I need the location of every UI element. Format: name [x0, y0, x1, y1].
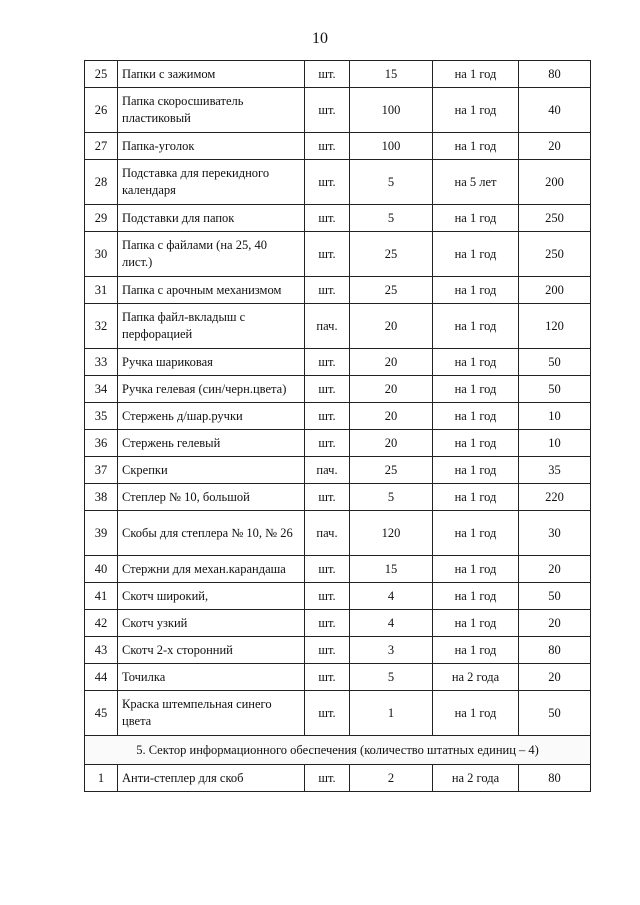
- row-number: 30: [85, 232, 118, 277]
- unit-cell: шт.: [305, 583, 350, 610]
- unit-cell: шт.: [305, 664, 350, 691]
- quantity-cell: 4: [350, 583, 433, 610]
- row-number: 32: [85, 304, 118, 349]
- price-cell: 20: [519, 610, 591, 637]
- table-row: [85, 133, 591, 160]
- period-cell: на 1 год: [433, 583, 519, 610]
- table-row: [85, 457, 591, 484]
- period-cell: на 1 год: [433, 61, 519, 88]
- table-row: [85, 610, 591, 637]
- quantity-cell: 20: [350, 376, 433, 403]
- price-cell: 50: [519, 691, 591, 736]
- quantity-cell: 1: [350, 691, 433, 736]
- quantity-cell: 20: [350, 430, 433, 457]
- table-row: [85, 691, 591, 736]
- price-cell: 50: [519, 376, 591, 403]
- period-cell: на 1 год: [433, 349, 519, 376]
- row-number: 34: [85, 376, 118, 403]
- item-name: Стержни для механ.карандаша: [118, 556, 305, 583]
- period-cell: на 2 года: [433, 664, 519, 691]
- price-cell: 80: [519, 765, 591, 792]
- price-cell: 80: [519, 637, 591, 664]
- row-number: 43: [85, 637, 118, 664]
- unit-cell: шт.: [305, 133, 350, 160]
- period-cell: на 1 год: [433, 637, 519, 664]
- period-cell: на 1 год: [433, 232, 519, 277]
- row-number: 28: [85, 160, 118, 205]
- item-name: Папка с файлами (на 25, 40 лист.): [118, 232, 305, 277]
- item-name: Ручка гелевая (син/черн.цвета): [118, 376, 305, 403]
- table-row: [85, 484, 591, 511]
- price-cell: 200: [519, 160, 591, 205]
- unit-cell: шт.: [305, 277, 350, 304]
- price-cell: 10: [519, 430, 591, 457]
- price-cell: 30: [519, 511, 591, 556]
- row-number: 36: [85, 430, 118, 457]
- unit-cell: шт.: [305, 691, 350, 736]
- period-cell: на 2 года: [433, 765, 519, 792]
- quantity-cell: 25: [350, 232, 433, 277]
- quantity-cell: 5: [350, 205, 433, 232]
- row-number: 45: [85, 691, 118, 736]
- row-number: 42: [85, 610, 118, 637]
- item-name: Краска штемпельная синего цвета: [118, 691, 305, 736]
- item-name: Скотч узкий: [118, 610, 305, 637]
- item-name: Скотч 2-х сторонний: [118, 637, 305, 664]
- price-cell: 220: [519, 484, 591, 511]
- table-row: [85, 205, 591, 232]
- table-row: [85, 304, 591, 349]
- row-number: 35: [85, 403, 118, 430]
- table-row: [85, 349, 591, 376]
- table-row: [85, 376, 591, 403]
- table-row: [85, 160, 591, 205]
- item-name: Точилка: [118, 664, 305, 691]
- row-number: 39: [85, 511, 118, 556]
- quantity-cell: 100: [350, 88, 433, 133]
- supply-table-body: [85, 61, 591, 792]
- table-row: [85, 637, 591, 664]
- period-cell: на 1 год: [433, 88, 519, 133]
- item-name: Степлер № 10, большой: [118, 484, 305, 511]
- period-cell: на 1 год: [433, 277, 519, 304]
- quantity-cell: 20: [350, 349, 433, 376]
- table-row: [85, 232, 591, 277]
- item-name: Стержень гелевый: [118, 430, 305, 457]
- item-name: Подставки для папок: [118, 205, 305, 232]
- supply-table: [84, 60, 591, 792]
- item-name: Скотч широкий,: [118, 583, 305, 610]
- quantity-cell: 5: [350, 484, 433, 511]
- quantity-cell: 4: [350, 610, 433, 637]
- unit-cell: пач.: [305, 304, 350, 349]
- table-row: [85, 430, 591, 457]
- item-name: Ручка шариковая: [118, 349, 305, 376]
- row-number: 38: [85, 484, 118, 511]
- item-name: Стержень д/шар.ручки: [118, 403, 305, 430]
- unit-cell: шт.: [305, 484, 350, 511]
- item-name: Папка скоросшиватель пластиковый: [118, 88, 305, 133]
- price-cell: 20: [519, 133, 591, 160]
- table-row: [85, 664, 591, 691]
- price-cell: 35: [519, 457, 591, 484]
- period-cell: на 1 год: [433, 304, 519, 349]
- quantity-cell: 5: [350, 664, 433, 691]
- unit-cell: шт.: [305, 556, 350, 583]
- period-cell: на 5 лет: [433, 160, 519, 205]
- table-row: [85, 765, 591, 792]
- quantity-cell: 20: [350, 304, 433, 349]
- unit-cell: шт.: [305, 349, 350, 376]
- item-name: Анти-степлер для скоб: [118, 765, 305, 792]
- quantity-cell: 25: [350, 277, 433, 304]
- table-row: [85, 61, 591, 88]
- period-cell: на 1 год: [433, 457, 519, 484]
- period-cell: на 1 год: [433, 610, 519, 637]
- table-row: [85, 511, 591, 556]
- row-number: 26: [85, 88, 118, 133]
- unit-cell: шт.: [305, 376, 350, 403]
- unit-cell: пач.: [305, 457, 350, 484]
- unit-cell: шт.: [305, 160, 350, 205]
- period-cell: на 1 год: [433, 484, 519, 511]
- page-number: 10: [312, 30, 328, 47]
- unit-cell: пач.: [305, 511, 350, 556]
- section-heading: 5. Сектор информационного обеспечения (количество штатных единиц – 4): [85, 736, 591, 765]
- item-name: Подставка для перекидного календаря: [118, 160, 305, 205]
- row-number: 33: [85, 349, 118, 376]
- item-name: Папка-уголок: [118, 133, 305, 160]
- quantity-cell: 3: [350, 637, 433, 664]
- period-cell: на 1 год: [433, 376, 519, 403]
- unit-cell: шт.: [305, 88, 350, 133]
- unit-cell: шт.: [305, 205, 350, 232]
- period-cell: на 1 год: [433, 511, 519, 556]
- period-cell: на 1 год: [433, 430, 519, 457]
- price-cell: 250: [519, 205, 591, 232]
- row-number: 40: [85, 556, 118, 583]
- section-heading-row: [85, 736, 591, 765]
- unit-cell: шт.: [305, 403, 350, 430]
- price-cell: 20: [519, 664, 591, 691]
- period-cell: на 1 год: [433, 691, 519, 736]
- period-cell: на 1 год: [433, 205, 519, 232]
- table-row: [85, 88, 591, 133]
- period-cell: на 1 год: [433, 556, 519, 583]
- item-name: Скрепки: [118, 457, 305, 484]
- row-number: 37: [85, 457, 118, 484]
- price-cell: 120: [519, 304, 591, 349]
- unit-cell: шт.: [305, 765, 350, 792]
- price-cell: 50: [519, 349, 591, 376]
- row-number: 41: [85, 583, 118, 610]
- item-name: Папка с арочным механизмом: [118, 277, 305, 304]
- price-cell: 20: [519, 556, 591, 583]
- row-number: 31: [85, 277, 118, 304]
- unit-cell: шт.: [305, 637, 350, 664]
- price-cell: 50: [519, 583, 591, 610]
- row-number: 25: [85, 61, 118, 88]
- unit-cell: шт.: [305, 232, 350, 277]
- quantity-cell: 100: [350, 133, 433, 160]
- table-row: [85, 277, 591, 304]
- period-cell: на 1 год: [433, 133, 519, 160]
- price-cell: 250: [519, 232, 591, 277]
- price-cell: 40: [519, 88, 591, 133]
- unit-cell: шт.: [305, 430, 350, 457]
- period-cell: на 1 год: [433, 403, 519, 430]
- quantity-cell: 20: [350, 403, 433, 430]
- row-number: 44: [85, 664, 118, 691]
- quantity-cell: 2: [350, 765, 433, 792]
- row-number: 29: [85, 205, 118, 232]
- table-row: [85, 403, 591, 430]
- quantity-cell: 5: [350, 160, 433, 205]
- item-name: Папка файл-вкладыш с перфорацией: [118, 304, 305, 349]
- unit-cell: шт.: [305, 610, 350, 637]
- price-cell: 10: [519, 403, 591, 430]
- quantity-cell: 25: [350, 457, 433, 484]
- quantity-cell: 15: [350, 556, 433, 583]
- table-row: [85, 583, 591, 610]
- table-row: [85, 556, 591, 583]
- item-name: Папки с зажимом: [118, 61, 305, 88]
- unit-cell: шт.: [305, 61, 350, 88]
- price-cell: 200: [519, 277, 591, 304]
- quantity-cell: 120: [350, 511, 433, 556]
- item-name: Скобы для степлера № 10, № 26: [118, 511, 305, 556]
- price-cell: 80: [519, 61, 591, 88]
- row-number: 27: [85, 133, 118, 160]
- quantity-cell: 15: [350, 61, 433, 88]
- row-number: 1: [85, 765, 118, 792]
